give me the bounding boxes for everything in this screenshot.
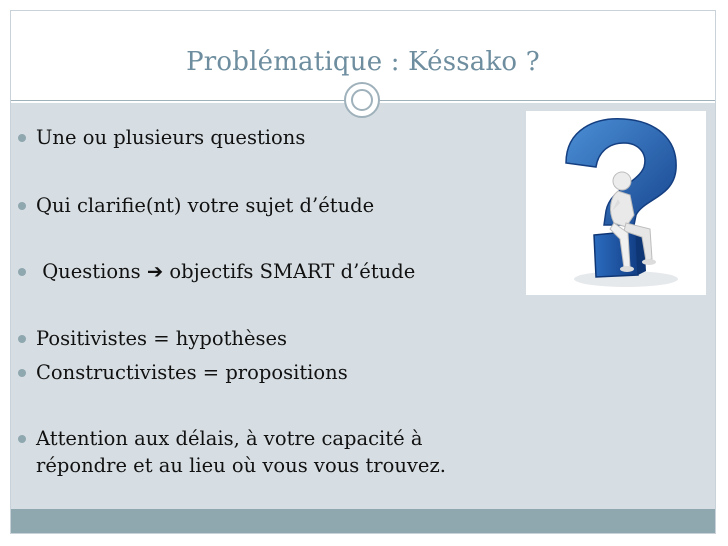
bullet-text: Qui clarifie(nt) votre sujet d’étude [36,194,375,217]
bullet-item [18,192,374,219]
bullet-text-line1: Attention aux délais, à votre capacité à [36,427,423,450]
bullet-text: Positivistes = hypothèses [36,327,288,350]
bullet-item [18,258,415,285]
bullet-dot-icon [18,134,26,142]
bullet-text-start: Questions [36,260,147,283]
bullet-text: Constructivistes = propositions [36,361,348,384]
bullet-dot-icon [18,335,26,343]
bullet-dot-icon [18,202,26,210]
bullet-text-line2: répondre et au lieu où vous vous trouvez. [36,454,446,477]
question-mark-svg [526,111,706,295]
question-mark-figure-illustration [526,111,706,295]
footer-bar [11,509,715,533]
bullet-text: Une ou plusieurs questions [36,126,306,149]
bullet-item [18,359,348,386]
bullet-dot-icon [18,435,26,443]
right-arrow-icon: ➔ [146,260,164,283]
circle-ornament-icon [344,82,380,118]
bullet-dot-icon [18,268,26,276]
bullet-text-end: objectifs SMART d’étude [163,260,416,283]
bullet-item [18,325,287,352]
bullet-text [36,258,415,285]
bullet-item [18,124,305,151]
bullet-item [18,425,446,479]
slide-title: Problématique : Késsako ? [186,47,540,77]
circle-ornament-inner [351,89,373,111]
bullet-dot-icon [18,369,26,377]
